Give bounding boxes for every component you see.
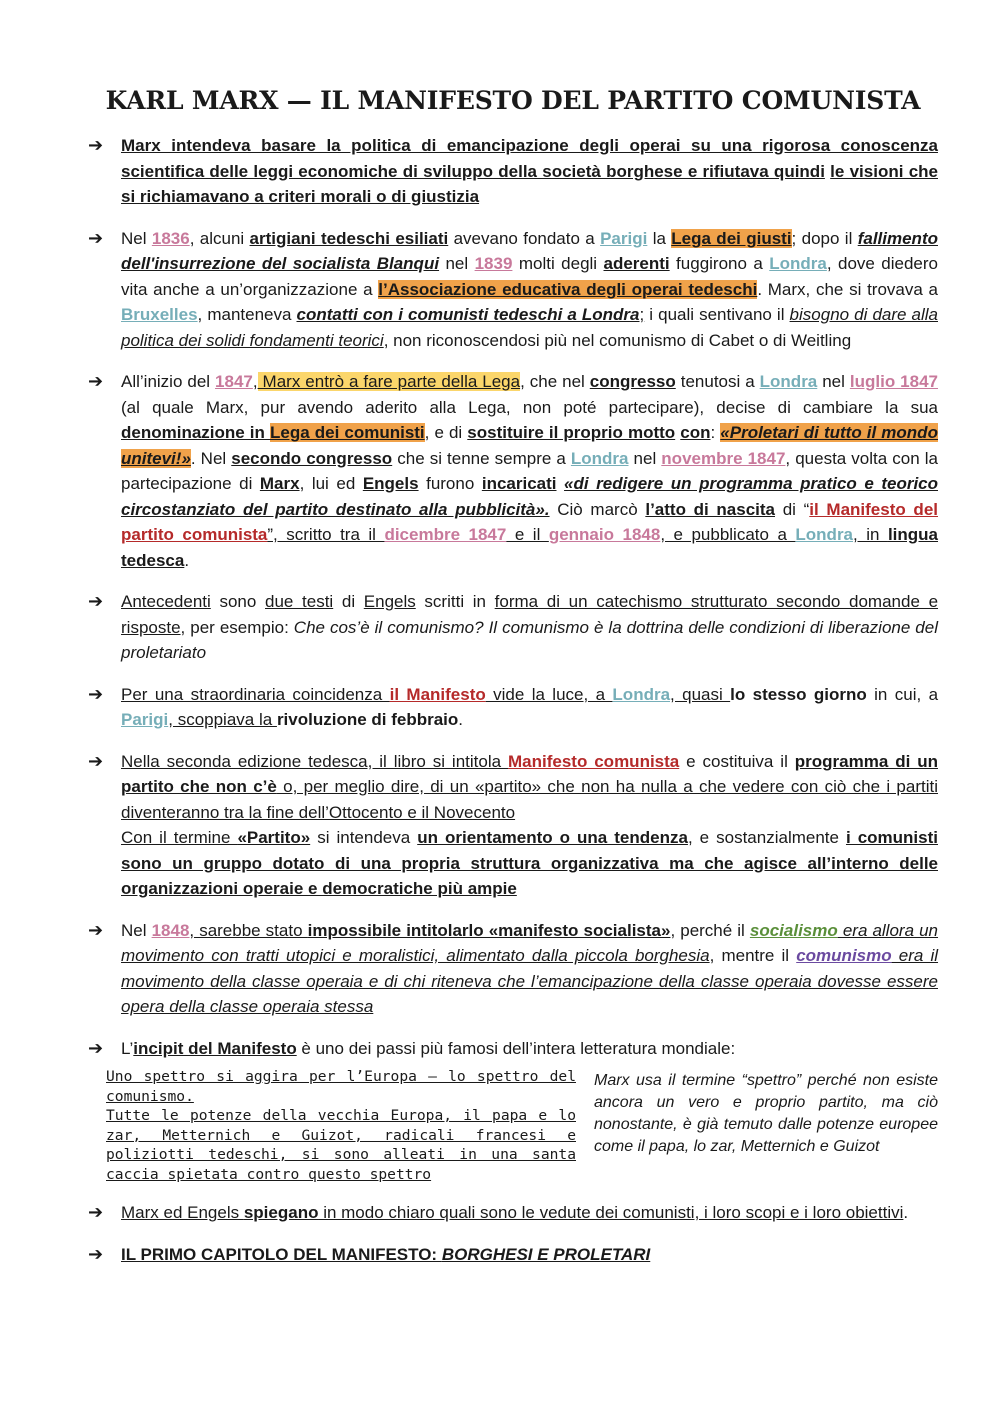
text-run: Che cos’è il comunismo? Il comunismo è la dottrina delle condizioni di liberazione del proletariato	[121, 617, 938, 662]
text-run: . Marx, che si trovava a	[757, 279, 938, 299]
bullet-text	[121, 1200, 938, 1226]
bullet-seconda-edizione	[88, 749, 938, 902]
arrow-icon: ➔	[88, 1243, 104, 1265]
arrow-icon: ➔	[88, 683, 104, 705]
text-run: programma di un partito che non c’è	[121, 751, 938, 796]
text-run: e costituiva il	[679, 751, 795, 771]
text-run: .	[458, 710, 464, 729]
bullet-text	[121, 133, 938, 210]
date-gennaio-1848: gennaio 1848	[548, 525, 661, 544]
date-1848: 1848	[151, 920, 190, 940]
text-run: ;	[639, 305, 645, 324]
bullet-antecedenti	[88, 589, 938, 666]
place-bruxelles: Bruxelles	[121, 305, 198, 324]
date-1839: 1839	[474, 254, 513, 273]
highlight-lega-giusti: Lega dei giusti	[671, 228, 792, 248]
text-run: (al quale Marx, pur avendo aderito alla Lega, non poté partecipare), decise di cambiare la sua	[121, 397, 938, 417]
quote-line: Uno spettro si aggira per l’Europa – lo spettro del comunismo.	[106, 1068, 576, 1105]
text-run: Engels	[362, 474, 419, 493]
highlight-lega-comunisti: Lega dei comunisti	[269, 423, 425, 442]
bullet-1848	[88, 918, 938, 1020]
text-run: in modo chiaro quali sono le vedute dei comunisti, i loro scopi e i loro obiettivi	[318, 1203, 904, 1222]
text-run: i quali sentivano il	[644, 305, 790, 324]
date-novembre-1847: novembre 1847	[661, 448, 786, 468]
arrow-icon: ➔	[88, 1202, 104, 1223]
text-run: denominazione in	[121, 423, 270, 442]
text-run: e il	[506, 525, 549, 544]
text-run: era allora un movimento con tratti utopici e moralistici, alimentato dalla piccola borghesia	[121, 920, 939, 965]
text-run: , lui ed	[299, 474, 363, 493]
text-run: fallimento dell'insurrezione del socialista Blanqui	[121, 228, 938, 273]
term-socialismo: socialismo	[749, 920, 838, 940]
text-run: ;	[791, 228, 797, 248]
bullet-lega-giusti	[88, 226, 938, 354]
text-run: , sarebbe stato	[189, 920, 308, 940]
text-run: furono	[418, 474, 482, 493]
text-run: contatti con i comunisti tedeschi a Londra	[296, 305, 640, 324]
arrow-icon: ➔	[88, 1037, 104, 1059]
text-run: Nel	[121, 228, 152, 248]
text-run: , dove diedero vita anche a un’organizzazione a	[121, 254, 938, 299]
text-run: nel	[817, 372, 850, 391]
text-run: lingua tedesca	[121, 525, 939, 570]
bullet-primo-capitolo	[88, 1242, 938, 1268]
text-run: Marx	[259, 474, 300, 493]
text-run: «Partito»	[237, 828, 311, 847]
title-manifesto: il Manifesto del partito comunista	[121, 499, 938, 544]
section-heading: IL PRIMO CAPITOLO DEL MANIFESTO:	[121, 1244, 442, 1264]
text-run: Antecedenti	[121, 592, 211, 611]
place-londra: Londra	[759, 372, 818, 391]
text-run: spiegano	[243, 1203, 319, 1222]
text-run: Marx ed Engels	[121, 1203, 244, 1222]
text-run: molti degli	[512, 254, 604, 273]
text-run: incaricati	[481, 474, 557, 493]
arrow-icon: ➔	[88, 919, 104, 941]
place-londra: Londra	[795, 525, 854, 544]
text-run: nel	[628, 448, 662, 468]
text-run: congresso	[589, 372, 676, 391]
text-run: . Nel	[190, 448, 232, 468]
page-title: KARL MARX — IL MANIFESTO DEL PARTITO COMUNISTA	[105, 86, 921, 115]
place-parigi: Parigi	[600, 228, 648, 248]
arrow-icon: ➔	[88, 135, 104, 156]
text-run: tenutosi a	[675, 372, 760, 391]
text-run: rivoluzione di febbraio	[276, 710, 459, 729]
text-run: sono	[210, 592, 265, 611]
text-run: dopo il	[796, 228, 858, 248]
place-londra: Londra	[769, 254, 827, 273]
text-run: , questa volta con la partecipazione di	[121, 448, 938, 493]
text-run: ,	[252, 372, 258, 391]
text-run: forma di un catechismo strutturato secondo domande e risposte	[121, 592, 939, 637]
place-londra: Londra	[570, 448, 629, 468]
text-run: di	[333, 592, 364, 611]
bullet-text	[121, 589, 938, 666]
text-run: , quasi	[670, 684, 731, 704]
text-run: incipit del Manifesto	[133, 1038, 297, 1058]
text-run: si intendeva	[310, 828, 418, 847]
text-run: Ciò marcò	[549, 499, 646, 519]
text-run: Nella seconda edizione tedesca, il libro si intitola	[121, 751, 508, 771]
text-run: con	[680, 423, 711, 442]
bullet-lega-comunisti	[88, 369, 938, 573]
highlight-associazione: l’Associazione educativa degli operai tedeschi	[378, 279, 758, 299]
incipit-quote	[106, 1067, 576, 1184]
bullet-spiegano	[88, 1200, 938, 1226]
text-run: , che nel	[520, 372, 590, 391]
date-dicembre-1847: dicembre 1847	[384, 525, 507, 544]
bullet-text	[121, 682, 938, 733]
text-run: era il movimento della classe operaia e di chi riteneva che l’emancipazione della classe operaia dovesse essere opera della classe operaia stessa	[121, 946, 939, 1016]
text-run: , perché il	[670, 920, 750, 940]
text-run: è uno dei passi più famosi dell’intera letteratura mondiale:	[296, 1038, 736, 1058]
place-parigi: Parigi	[121, 710, 169, 729]
bullet-text	[121, 226, 938, 354]
text-run: , e pubblicato a	[660, 525, 796, 544]
text-run: Marx intendeva basare la politica di emancipazione degli operai su una rigorosa conoscenza scientifica delle leggi economiche di sviluppo della società borghese e rifiutava quindi	[121, 136, 938, 181]
arrow-icon: ➔	[88, 750, 104, 772]
text-run: , non riconoscendosi più nel comunismo di Cabet o di Weitling	[383, 330, 852, 350]
text-run: Engels	[363, 592, 416, 611]
text-run: nel	[439, 254, 475, 273]
text-run: l’atto di nascita	[645, 499, 776, 519]
text-run: L’	[121, 1038, 134, 1058]
title-manifesto: il Manifesto	[389, 684, 486, 704]
text-run: avevano fondato a	[448, 228, 601, 248]
highlight-motto: «Proletari di tutto il mondo unitevi!»	[121, 423, 938, 468]
text-run: All’inizio del	[121, 372, 216, 391]
text-run: .	[184, 550, 190, 570]
text-run: , manteneva	[197, 305, 297, 324]
text-run: , alcuni	[189, 228, 250, 248]
text-run: Per una straordinaria coincidenza	[121, 684, 390, 704]
title-manifesto-comunista: Manifesto comunista	[507, 751, 680, 771]
text-run: «di redigere un programma pratico e teorico circostanziato del partito destinato alla pubblicità».	[121, 474, 938, 519]
date-1847: 1847	[215, 372, 253, 391]
text-run: di “	[775, 499, 810, 519]
bullet-text	[121, 1036, 938, 1062]
text-run: .	[903, 1203, 909, 1222]
text-run	[557, 474, 565, 493]
text-run: Nel	[121, 920, 152, 940]
text-run: che si tenne sempre a	[392, 448, 571, 468]
bullet-text	[121, 749, 938, 902]
text-run: , e di	[424, 423, 468, 442]
text-run: , per esempio:	[180, 617, 294, 637]
text-run: lo stesso giorno	[730, 684, 867, 704]
text-run: un orientamento o una tendenza	[417, 828, 688, 847]
text-run: Con il termine	[121, 828, 238, 847]
arrow-icon: ➔	[88, 591, 104, 612]
text-run: o, per meglio dire, di un «partito» che non ha nulla a che vedere con ciò che i partiti diventeranno tra la fine dell’Ottocento e il Novecento	[121, 777, 938, 822]
text-run: due testi	[265, 592, 334, 611]
text-run: impossibile intitolarlo «manifesto socialista»	[307, 920, 671, 940]
place-londra: Londra	[612, 684, 671, 704]
date-1836: 1836	[151, 228, 190, 248]
text-run: , mentre il	[709, 946, 797, 965]
date-luglio-1847: luglio 1847	[849, 372, 938, 391]
text-run: :	[710, 423, 721, 442]
text-run: , in	[853, 525, 888, 544]
text-run: secondo congresso	[231, 448, 393, 468]
bullet-text	[121, 369, 938, 573]
text-run: sostituire il proprio motto	[467, 423, 676, 442]
bullet-text	[121, 918, 938, 1020]
text-run: artigiani tedeschi esiliati	[249, 228, 449, 248]
bullet-incipit	[88, 1036, 938, 1062]
bullet-emancipazione	[88, 133, 938, 210]
quote-note: Marx usa il termine “spettro” perché non esiste ancora un vero e proprio partito, ma ciò nonostante, è già temuto dalle potenze europee come il papa, lo zar, Metternich e Guizot	[594, 1072, 938, 1155]
text-run: bisogno di dare alla politica dei solidi fondamenti teorici	[121, 305, 938, 350]
text-run: aderenti	[603, 254, 670, 273]
arrow-icon: ➔	[88, 227, 104, 249]
term-comunismo: comunismo	[796, 946, 892, 965]
arrow-icon: ➔	[88, 371, 104, 392]
text-run: le visioni che si richiamavano a criteri morali o di giustizia	[121, 161, 938, 206]
text-run: , e sostanzialmente	[687, 828, 846, 847]
text-run: scritti in	[415, 592, 495, 611]
incipit-quote-block	[106, 1067, 938, 1184]
text-run: fuggirono a	[669, 254, 770, 273]
text-run: la	[647, 228, 672, 248]
text-run: ”, scritto tra il	[267, 525, 385, 544]
section-heading-italic: BORGHESI E PROLETARI	[441, 1244, 651, 1264]
text-run: i comunisti sono un gruppo dotato di una propria struttura organizzativa ma che agisce all’interno delle organizzazioni operaie e democratiche più ampie	[121, 828, 938, 898]
text-run: vide la luce, a	[485, 684, 613, 704]
quote-line: Tutte le potenze della vecchia Europa, il papa e lo zar, Metternich e Guizot, radicali francesi e poliziotti tedeschi, si sono alleati in una santa caccia spietata contro questo spettro	[106, 1107, 576, 1183]
text-run: , scoppiava la	[168, 710, 277, 729]
bullet-coincidenza	[88, 682, 938, 733]
bullet-text	[121, 1242, 938, 1268]
text-run: in cui, a	[866, 684, 939, 704]
highlight-marx-lega: Marx entrò a fare parte della Lega	[257, 372, 521, 391]
